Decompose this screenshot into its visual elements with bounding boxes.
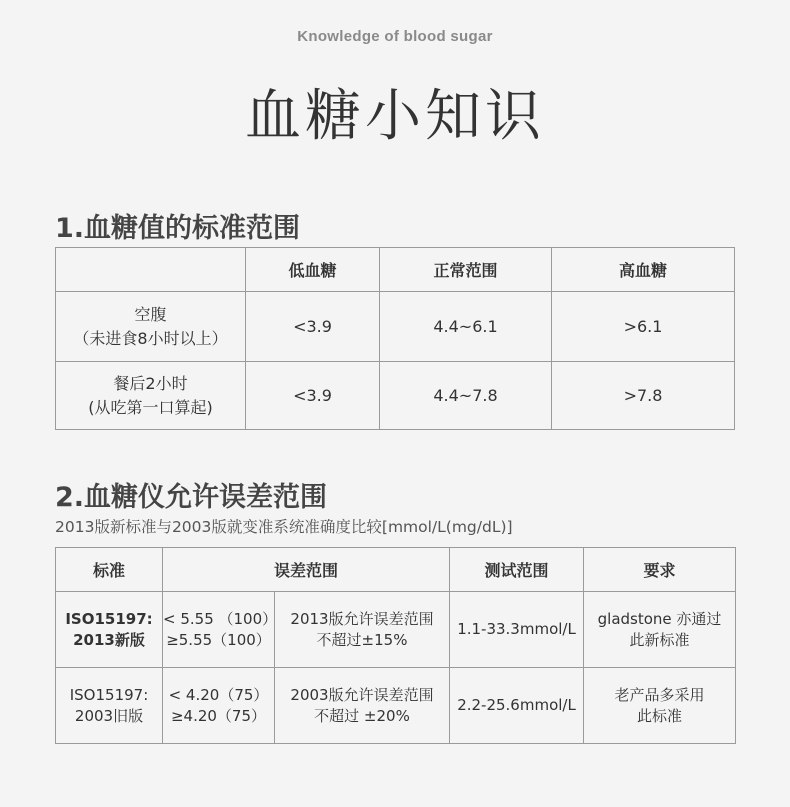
row-label-line: 餐后2小时 bbox=[113, 373, 188, 393]
requirement-line: 此新标准 bbox=[629, 630, 690, 649]
table-header-cell: 正常范围 bbox=[380, 248, 552, 292]
error-threshold-cell bbox=[163, 592, 278, 668]
table-header-cell: 测试范围 bbox=[450, 548, 584, 592]
table-header-cell: 标准 bbox=[56, 548, 163, 592]
error-allowance-line: 不超过±15% bbox=[316, 630, 408, 649]
table-header-cell: 要求 bbox=[584, 548, 736, 592]
error-threshold-cell bbox=[163, 668, 275, 744]
error-range-table bbox=[55, 547, 736, 744]
table-row bbox=[56, 592, 736, 668]
table-row bbox=[56, 292, 735, 362]
section1-heading: 1.血糖值的标准范围 bbox=[55, 213, 301, 244]
error-allowance-line: 不超过 ±20% bbox=[314, 706, 410, 725]
standard-range-table bbox=[55, 247, 735, 430]
table-header-row bbox=[56, 548, 736, 592]
error-threshold-line: ≥4.20（75） bbox=[170, 706, 267, 725]
standard-line: ISO15197: bbox=[65, 609, 153, 628]
row-label-line: （未进食8小时以上） bbox=[73, 328, 228, 348]
error-allowance-line: 2013版允许误差范围 bbox=[290, 609, 434, 628]
table-cell: 4.4~7.8 bbox=[380, 362, 552, 430]
row-label-line: (从吃第一口算起) bbox=[88, 397, 213, 417]
table-header-row bbox=[56, 248, 735, 292]
table-header-cell: 低血糖 bbox=[246, 248, 380, 292]
row-label-cell bbox=[56, 292, 246, 362]
table-header-cell: 高血糖 bbox=[552, 248, 735, 292]
requirement-cell bbox=[584, 668, 736, 744]
requirement-line: gladstone 亦通过 bbox=[597, 609, 722, 628]
standard-cell bbox=[56, 668, 163, 744]
subtitle-eyebrow: Knowledge of blood sugar bbox=[297, 28, 493, 45]
table-header-cell bbox=[56, 248, 246, 292]
error-threshold-line: < 5.55 （100） bbox=[163, 609, 278, 628]
standard-line: 2003旧版 bbox=[74, 706, 144, 725]
test-range-cell: 2.2-25.6mmol/L bbox=[450, 668, 584, 744]
section2-subheading: 2013版新标准与2003版就变准系统准确度比较[mmol/L(mg/dL)] bbox=[55, 518, 513, 536]
error-allowance-cell bbox=[275, 592, 450, 668]
table-cell: 4.4~6.1 bbox=[380, 292, 552, 362]
table-cell: >7.8 bbox=[552, 362, 735, 430]
error-allowance-cell bbox=[275, 668, 450, 744]
error-threshold-line: < 4.20（75） bbox=[168, 685, 269, 704]
requirement-line: 此标准 bbox=[637, 706, 683, 725]
error-allowance-line: 2003版允许误差范围 bbox=[290, 685, 434, 704]
table-header-cell: 误差范围 bbox=[163, 548, 450, 592]
row-label-line: 空腹 bbox=[134, 304, 167, 324]
table-row bbox=[56, 362, 735, 430]
test-range-cell: 1.1-33.3mmol/L bbox=[450, 592, 584, 668]
requirement-cell bbox=[584, 592, 736, 668]
standard-cell bbox=[56, 592, 163, 668]
table-cell: >6.1 bbox=[552, 292, 735, 362]
row-label-cell bbox=[56, 362, 246, 430]
standard-line: 2013新版 bbox=[73, 630, 145, 649]
section2-heading: 2.血糖仪允许误差范围 bbox=[55, 482, 328, 513]
standard-line: ISO15197: bbox=[69, 685, 149, 704]
page-title: 血糖小知识 bbox=[245, 84, 545, 149]
requirement-line: 老产品多采用 bbox=[614, 685, 705, 704]
table-cell: <3.9 bbox=[246, 362, 380, 430]
table-cell: <3.9 bbox=[246, 292, 380, 362]
table-row bbox=[56, 668, 736, 744]
error-threshold-line: ≥5.55（100） bbox=[166, 630, 271, 649]
